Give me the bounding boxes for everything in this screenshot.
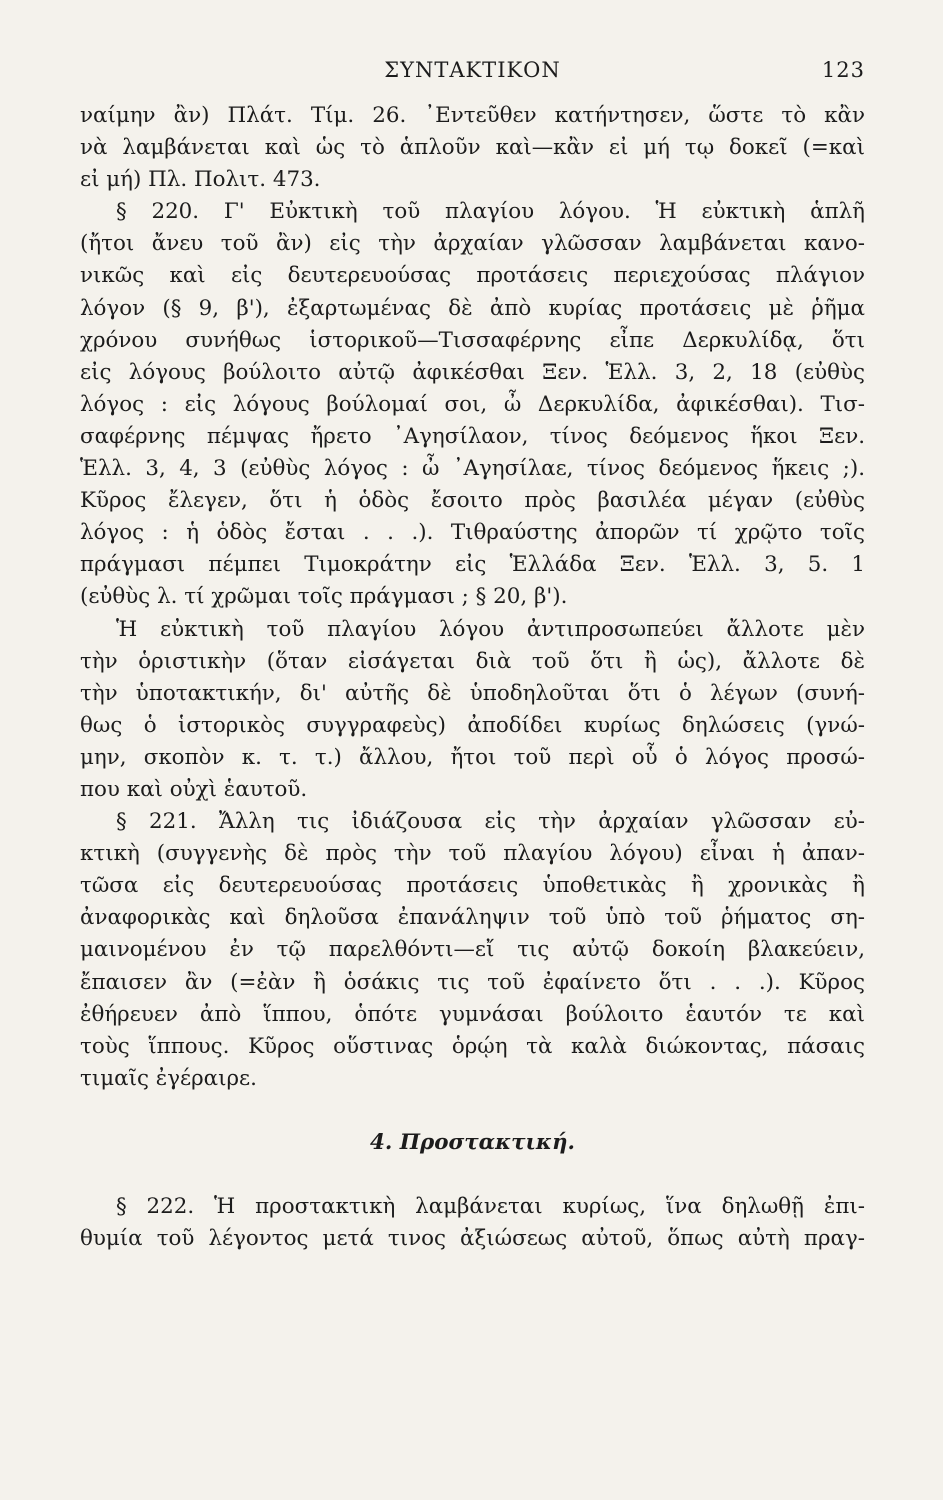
text-line: λόγον (§ 9, β'), ἐξαρτωμένας δὲ ἀπὸ κυρίας προτάσεις μὲ ῥῆμα xyxy=(80,295,865,321)
text-line: λόγος : ἡ ὁδὸς ἔσται . . .). Τιθραύστης ἀπορῶν τί χρῷτο τοῖς xyxy=(80,520,865,546)
text-line: ἔπαισεν ἂν (=ἐὰν ἢ ὁσάκις τις τοῦ ἐφαίνετο ὅτι . . .). Κῦρος xyxy=(80,969,865,995)
page-header xyxy=(80,58,865,90)
text-line: ναίμην ἂν) Πλάτ. Τίμ. 26. ᾿Εντεῦθεν κατήντησεν, ὥστε τὸ κἂν xyxy=(80,103,865,128)
section-220-start: § 220. Γ' Εὐκτικὴ τοῦ πλαγίου λόγου. Ἡ εὐκτικὴ ἁπλῆ xyxy=(116,199,865,225)
section-heading: 4. Προστακτική. xyxy=(370,1129,575,1155)
text-line: (ἤτοι ἄνευ τοῦ ἂν) εἰς τὴν ἀρχαίαν γλῶσσαν λαμβάνεται κανο- xyxy=(80,231,865,257)
text-line: τοὺς ἵππους. Κῦρος οὕστινας ὁρῴη τὰ καλὰ διώκοντας, πάσαις xyxy=(80,1033,865,1059)
text-line: μαινομένου ἐν τῷ παρελθόντι—εἴ τις αὐτῷ δοκοίη βλακεύειν, xyxy=(80,937,865,963)
text-line: τὴν ὁριστικὴν (ὅταν εἰσάγεται διὰ τοῦ ὅτι ἢ ὡς), ἄλλοτε δὲ xyxy=(80,648,865,674)
body-text xyxy=(80,100,865,1255)
running-title: ΣΥΝΤΑΚΤΙΚΟΝ xyxy=(384,58,561,82)
text-line: Κῦρος ἔλεγεν, ὅτι ἡ ὁδὸς ἔσοιτο πρὸς βασιλέα μέγαν (εὐθὺς xyxy=(80,488,865,514)
text-line: τιμαῖς ἐγέραιρε. xyxy=(80,1065,257,1091)
text-line: (εὐθὺς λ. τί χρῶμαι τοῖς πράγμασι ; § 20, β'). xyxy=(80,584,568,610)
text-line: μην, σκοπὸν κ. τ. τ.) ἄλλου, ἤτοι τοῦ περὶ οὗ ὁ λόγος προσώ- xyxy=(80,744,865,770)
text-line: που καὶ οὐχὶ ἑαυτοῦ. xyxy=(80,776,308,802)
text-line: σαφέρνης πέμψας ἤρετο ᾿Αγησίλαον, τίνος δεόμενος ἥκοι Ξεν. xyxy=(80,423,865,449)
text-line: χρόνου συνήθως ἱστορικοῦ—Τισσαφέρνης εἶπε Δερκυλίδᾳ, ὅτι xyxy=(80,327,865,353)
text-line: ἐθήρευεν ἀπὸ ἵππου, ὁπότε γυμνάσαι βούλοιτο ἑαυτόν τε καὶ xyxy=(80,1001,865,1027)
text-line: εἰς λόγους βούλοιτο αὐτῷ ἀφικέσθαι Ξεν. Ἑλλ. 3, 2, 18 (εὐθὺς xyxy=(80,359,865,385)
text-line: εἰ μή) Πλ. Πολιτ. 473. xyxy=(80,167,321,193)
section-222-start: § 222. Ἡ προστακτικὴ λαμβάνεται κυρίως, ἵνα δηλωθῇ ἐπι- xyxy=(116,1193,865,1219)
text-line: τῶσα εἰς δευτερευούσας προτάσεις ὑποθετικὰς ἢ χρονικὰς ἢ xyxy=(80,873,865,899)
text-line: Ἑλλ. 3, 4, 3 (εὐθὺς λόγος : ὦ ᾿Αγησίλαε, τίνος δεόμενος ἥκεις ;). xyxy=(80,456,865,482)
text-line: θυμία τοῦ λέγοντος μετά τινος ἀξιώσεως αὐτοῦ, ὅπως αὐτὴ πραγ- xyxy=(80,1226,865,1251)
text-line: νὰ λαμβάνεται καὶ ὡς τὸ ἁπλοῦν καὶ—κἂν εἰ μή τῳ δοκεῖ (=καὶ xyxy=(80,135,865,161)
text-line: τὴν ὑποτακτικήν, δι' αὐτῆς δὲ ὑποδηλοῦται ὅτι ὁ λέγων (συνή- xyxy=(80,680,865,706)
page-number: 123 xyxy=(821,58,865,82)
text-line: λόγος : εἰς λόγους βούλομαί σοι, ὦ Δερκυλίδα, ἀφικέσθαι). Τισ- xyxy=(80,391,865,417)
text-line: ἀναφορικὰς καὶ δηλοῦσα ἐπανάληψιν τοῦ ὑπὸ τοῦ ῥήματος ση- xyxy=(80,905,865,931)
paragraph-start: Ἡ εὐκτικὴ τοῦ πλαγίου λόγου ἀντιπροσωπεύει ἄλλοτε μὲν xyxy=(116,616,865,642)
text-line: πράγμασι πέμπει Τιμοκράτην εἰς Ἑλλάδα Ξεν. Ἑλλ. 3, 5. 1 xyxy=(80,552,865,578)
text-line: θως ὁ ἱστορικὸς συγγραφεὺς) ἀποδίδει κυρίως δηλώσεις (γνώ- xyxy=(80,712,865,738)
text-line: νικῶς καὶ εἰς δευτερευούσας προτάσεις περιεχούσας πλάγιον xyxy=(80,263,865,289)
section-221-start: § 221. Ἄλλη τις ἰδιάζουσα εἰς τὴν ἀρχαίαν γλῶσσαν εὐ- xyxy=(116,809,865,835)
text-line: κτικὴ (συγγενὴς δὲ πρὸς τὴν τοῦ πλαγίου λόγου) εἶναι ἡ ἀπαν- xyxy=(80,841,865,867)
